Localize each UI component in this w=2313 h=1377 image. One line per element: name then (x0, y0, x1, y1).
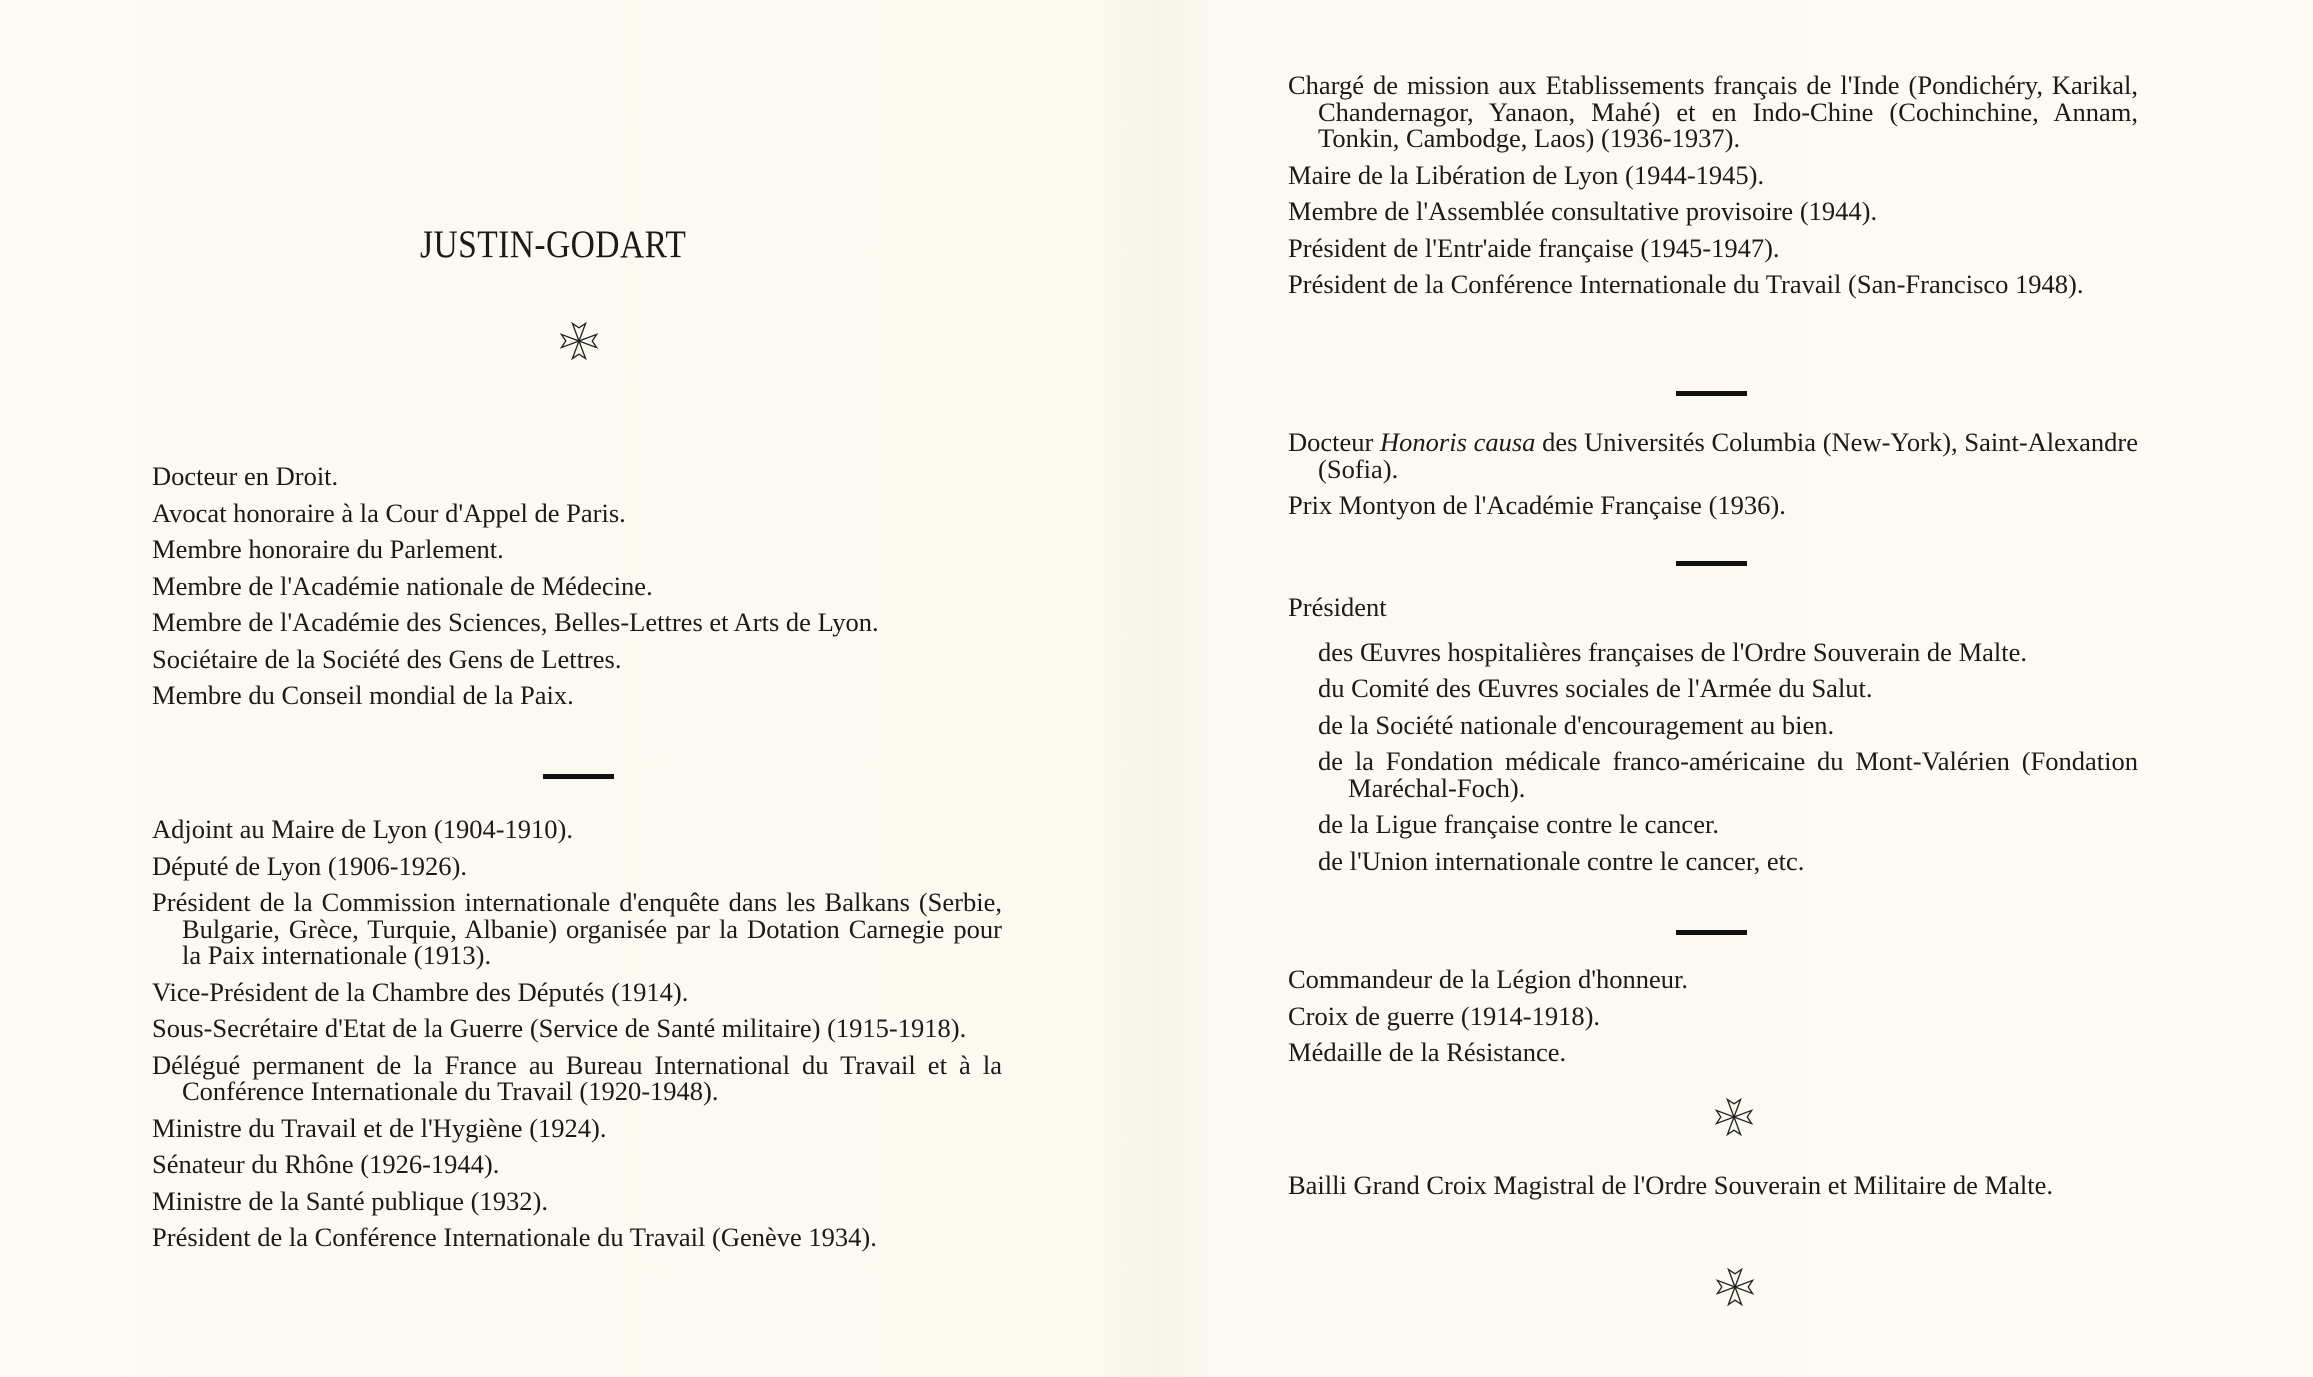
list-item: Bailli Grand Croix Magistral de l'Ordre Souverain et Militaire de Malte. (1288, 1170, 2053, 1200)
list-item: Docteur en Droit. (152, 461, 339, 491)
list-item: de la Fondation médicale franco-américaine du Mont-Valérien (Fondation Maréchal-Foch). (1318, 746, 2138, 803)
section-divider (543, 774, 614, 779)
section-divider (1676, 930, 1747, 935)
right-page (1156, 0, 2313, 1377)
list-heading: Président (1288, 592, 1387, 622)
list-item: Président de la Conférence Internationale du Travail (Genève 1934). (152, 1222, 877, 1252)
list-item: Adjoint au Maire de Lyon (1904-1910). (152, 814, 573, 844)
maltese-cross-icon (557, 318, 601, 364)
qualifications-list (152, 463, 1002, 719)
list-item: Croix de guerre (1914-1918). (1288, 1000, 1601, 1031)
left-page (0, 0, 1156, 1377)
decorations-list (1288, 966, 2138, 1076)
list-item: Sous-Secrétaire d'Etat de la Guerre (Service de Santé militaire) (1915-1918). (152, 1013, 967, 1043)
list-item: Chargé de mission aux Etablissements français de l'Inde (Pondichéry, Karikal, Chandernagor, Yanaon, Mahé) et en Indo-Chine (Cochinchine, Annam, Tonkin, Cambodge, Laos) (1936-1937). (1288, 70, 2138, 153)
list-item: Docteur Honoris causa des Universités Columbia (New-York), Saint-Alexandre (Sofia). (1288, 427, 2139, 484)
missions-list (1288, 72, 2138, 308)
list-item: Membre du Conseil mondial de la Paix. (152, 680, 574, 710)
malta-order-list (1288, 1172, 2138, 1209)
list-item: Prix Montyon de l'Académie Française (1936). (1288, 490, 1786, 520)
list-item: Membre de l'Assemblée consultative provisoire (1944). (1288, 196, 1878, 226)
list-item: Maire de la Libération de Lyon (1944-1945). (1288, 159, 1765, 190)
maltese-cross-icon (1713, 1264, 1757, 1310)
list-item: Président de l'Entr'aide française (1945-1947). (1288, 232, 1780, 263)
list-item: Président de la Conférence Internationale du Travail (San-Francisco 1948). (1288, 269, 2084, 299)
list-item: du Comité des Œuvres sociales de l'Armée du Salut. (1318, 673, 1873, 703)
list-item: de la Société nationale d'encouragement au bien. (1318, 709, 1835, 740)
list-item: Ministre du Travail et de l'Hygiène (1924). (152, 1112, 607, 1143)
list-item: des Œuvres hospitalières françaises de l'Ordre Souverain de Malte. (1318, 636, 2028, 667)
list-item: Sociétaire de la Société des Gens de Lettres. (152, 643, 622, 674)
list-item: de la Ligue française contre le cancer. (1318, 809, 1719, 839)
list-item: Membre de l'Académie nationale de Médecine. (152, 570, 653, 601)
presidencies-list (1288, 594, 2138, 884)
section-divider (1676, 561, 1747, 566)
list-item: Membre de l'Académie des Sciences, Belles-Lettres et Arts de Lyon. (152, 607, 879, 637)
list-item: Avocat honoraire à la Cour d'Appel de Paris. (152, 497, 626, 528)
list-item: Commandeur de la Légion d'honneur. (1288, 964, 1688, 994)
list-item: Président de la Commission internationale d'enquête dans les Balkans (Serbie, Bulgarie, Grèce, Turquie, Albanie) organisée par la Dotation Carnegie pour la Paix internationale (1913). (152, 887, 1002, 970)
list-item: Médaille de la Résistance. (1288, 1037, 1567, 1067)
page-title: JUSTIN-GODART (420, 223, 687, 266)
honors-list (1288, 429, 2138, 529)
list-item: Délégué permanent de la France au Bureau International du Travail et à la Conférence Internationale du Travail (1920-1948). (152, 1049, 1002, 1106)
list-item: Sénateur du Rhône (1926-1944). (152, 1149, 500, 1179)
list-item: Ministre de la Santé publique (1932). (152, 1185, 548, 1216)
list-item: Membre honoraire du Parlement. (152, 534, 504, 564)
list-item: Député de Lyon (1906-1926). (152, 850, 467, 881)
list-item: de l'Union internationale contre le cancer, etc. (1318, 845, 1805, 876)
section-divider (1676, 391, 1747, 396)
career-list (152, 816, 1002, 1261)
maltese-cross-icon (1712, 1094, 1756, 1140)
list-item: Vice-Président de la Chambre des Députés (1914). (152, 976, 689, 1007)
